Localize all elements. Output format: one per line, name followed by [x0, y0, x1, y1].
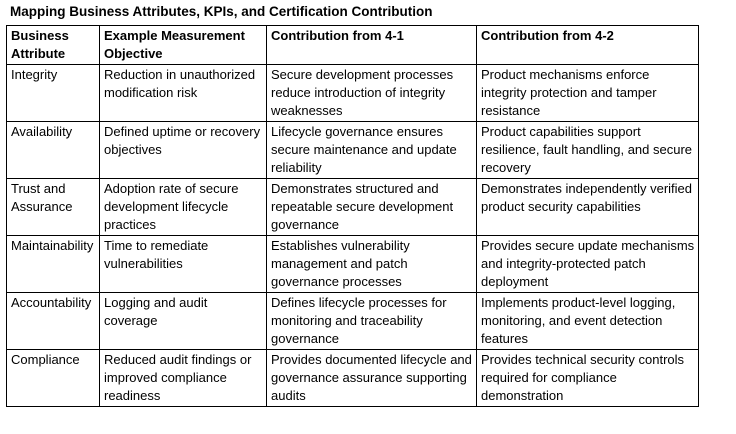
- table-row: [7, 350, 699, 407]
- cell-contribution-4-1: Provides documented lifecycle and governance assurance supporting audits: [267, 350, 477, 407]
- table-row: [7, 293, 699, 350]
- cell-contribution-4-1: Establishes vulnerability management and patch governance processes: [267, 236, 477, 293]
- cell-objective: Reduction in unauthorized modification risk: [100, 65, 267, 122]
- table-row: [7, 122, 699, 179]
- cell-contribution-4-2: Product mechanisms enforce integrity protection and tamper resistance: [477, 65, 699, 122]
- cell-objective: Reduced audit findings or improved compliance readiness: [100, 350, 267, 407]
- cell-contribution-4-2: Implements product-level logging, monitoring, and event detection features: [477, 293, 699, 350]
- cell-attribute: Compliance: [7, 350, 100, 407]
- table-caption: Mapping Business Attributes, KPIs, and Certification Contribution: [10, 4, 433, 19]
- table-row: [7, 179, 699, 236]
- cell-contribution-4-1: Secure development processes reduce introduction of integrity weaknesses: [267, 65, 477, 122]
- table-row: [7, 65, 699, 122]
- header-contribution-4-2: Contribution from 4-2: [477, 26, 699, 65]
- table-row: [7, 236, 699, 293]
- cell-attribute: Accountability: [7, 293, 100, 350]
- cell-contribution-4-2: Provides secure update mechanisms and integrity-protected patch deployment: [477, 236, 699, 293]
- cell-attribute: Maintainability: [7, 236, 100, 293]
- cell-contribution-4-1: Demonstrates structured and repeatable secure development governance: [267, 179, 477, 236]
- header-row: [7, 26, 699, 65]
- cell-attribute: Trust and Assurance: [7, 179, 100, 236]
- cell-attribute: Availability: [7, 122, 100, 179]
- cell-contribution-4-1: Defines lifecycle processes for monitoring and traceability governance: [267, 293, 477, 350]
- cell-objective: Defined uptime or recovery objectives: [100, 122, 267, 179]
- mapping-table: [6, 25, 699, 407]
- cell-objective: Time to remediate vulnerabilities: [100, 236, 267, 293]
- header-business-attribute: Business Attribute: [7, 26, 100, 65]
- cell-contribution-4-2: Provides technical security controls required for compliance demonstration: [477, 350, 699, 407]
- cell-contribution-4-2: Demonstrates independently verified product security capabilities: [477, 179, 699, 236]
- cell-contribution-4-1: Lifecycle governance ensures secure maintenance and update reliability: [267, 122, 477, 179]
- header-measurement-objective: Example Measurement Objective: [100, 26, 267, 65]
- header-contribution-4-1: Contribution from 4-1: [267, 26, 477, 65]
- cell-contribution-4-2: Product capabilities support resilience, fault handling, and secure recovery: [477, 122, 699, 179]
- cell-objective: Adoption rate of secure development lifecycle practices: [100, 179, 267, 236]
- cell-attribute: Integrity: [7, 65, 100, 122]
- cell-objective: Logging and audit coverage: [100, 293, 267, 350]
